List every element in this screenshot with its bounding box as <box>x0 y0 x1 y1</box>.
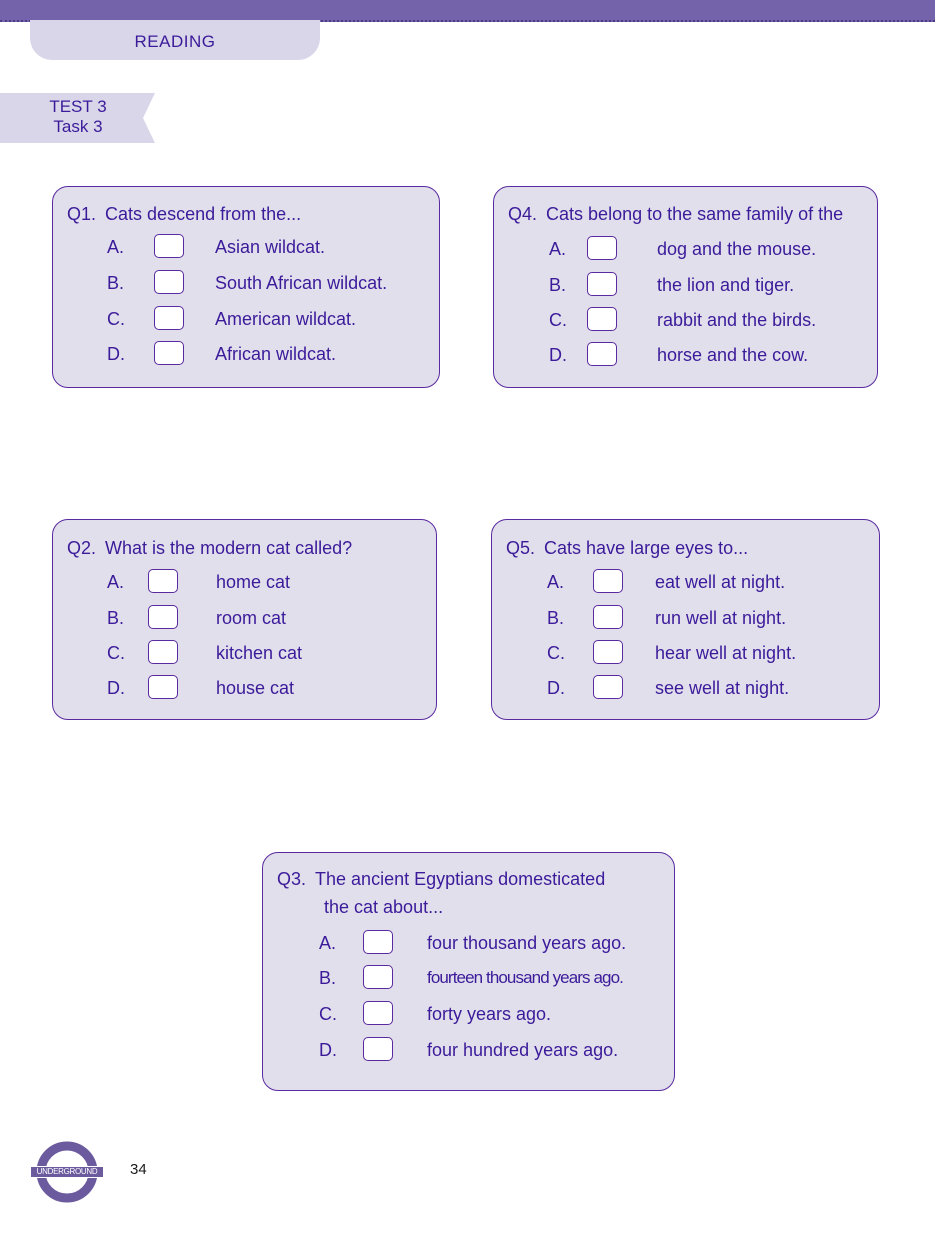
option-text: see well at night. <box>655 678 790 698</box>
answer-checkbox[interactable] <box>363 930 393 954</box>
question-prompt: Cats belong to the same family of the <box>546 204 844 224</box>
option-letter: D. <box>107 344 125 364</box>
option-letter: C. <box>319 1004 337 1024</box>
option-letter: A. <box>319 933 337 953</box>
section-label: READING <box>134 32 216 51</box>
test-flag <box>0 93 160 143</box>
option-text: fourteen thousand years ago. <box>427 968 623 987</box>
question-text <box>67 538 352 559</box>
task-label: Task 3 <box>53 117 103 136</box>
question-text <box>67 204 301 225</box>
answer-checkbox[interactable] <box>593 605 623 629</box>
option-text: forty years ago. <box>427 1004 552 1024</box>
answer-checkbox[interactable] <box>154 341 184 365</box>
option-letter: B. <box>107 273 125 293</box>
option-letter: D. <box>107 678 125 698</box>
option-text: eat well at night. <box>655 572 786 592</box>
option-text: kitchen cat <box>216 643 303 663</box>
option-text: dog and the mouse. <box>657 239 817 259</box>
option-letter: B. <box>319 968 337 988</box>
answer-checkbox[interactable] <box>154 234 184 258</box>
option-text: rabbit and the birds. <box>657 310 817 330</box>
option-letter: D. <box>547 678 565 698</box>
option-letter: C. <box>107 309 125 329</box>
option-letter: A. <box>107 572 125 592</box>
question-text <box>508 204 843 225</box>
answer-checkbox[interactable] <box>587 307 617 331</box>
answer-checkbox[interactable] <box>587 342 617 366</box>
option-text: run well at night. <box>655 608 787 628</box>
option-letter: A. <box>547 572 565 592</box>
underground-logo <box>30 1141 104 1203</box>
option-text: American wildcat. <box>215 309 357 329</box>
option-letter: D. <box>319 1040 337 1060</box>
question-text <box>277 869 605 890</box>
answer-checkbox[interactable] <box>148 569 178 593</box>
question-number: Q5. <box>506 538 536 558</box>
option-text: four hundred years ago. <box>427 1040 619 1060</box>
question-number: Q2. <box>67 538 97 558</box>
question-number: Q3. <box>277 869 307 889</box>
option-letter: A. <box>107 237 125 257</box>
question-prompt: The ancient Egyptians domesticated <box>315 869 606 889</box>
option-letter: A. <box>549 239 567 259</box>
answer-checkbox[interactable] <box>587 272 617 296</box>
page-number: 34 <box>130 1161 147 1178</box>
answer-checkbox[interactable] <box>363 1037 393 1061</box>
option-text: home cat <box>216 572 291 592</box>
section-tab <box>30 20 320 60</box>
answer-checkbox[interactable] <box>363 965 393 989</box>
option-text: South African wildcat. <box>215 273 388 293</box>
answer-checkbox[interactable] <box>593 569 623 593</box>
logo-text: UNDERGROUND <box>36 1167 98 1176</box>
test-label: TEST 3 <box>49 97 107 116</box>
option-text: house cat <box>216 678 295 698</box>
answer-checkbox[interactable] <box>593 640 623 664</box>
option-letter: B. <box>549 275 567 295</box>
question-box-q4 <box>493 186 878 388</box>
option-text: horse and the cow. <box>657 345 809 365</box>
option-letter: B. <box>107 608 125 628</box>
option-text: Asian wildcat. <box>215 237 326 257</box>
question-box-q5 <box>491 519 880 720</box>
question-box-q2 <box>52 519 437 720</box>
question-box-q3 <box>262 852 675 1091</box>
answer-checkbox[interactable] <box>148 675 178 699</box>
answer-checkbox[interactable] <box>148 640 178 664</box>
option-text: hear well at night. <box>655 643 797 663</box>
option-letter: C. <box>549 310 567 330</box>
answer-checkbox[interactable] <box>154 270 184 294</box>
answer-checkbox[interactable] <box>593 675 623 699</box>
option-letter: C. <box>107 643 125 663</box>
option-letter: B. <box>547 608 565 628</box>
question-prompt: Cats have large eyes to... <box>544 538 749 558</box>
question-prompt: Cats descend from the... <box>105 204 302 224</box>
answer-checkbox[interactable] <box>587 236 617 260</box>
answer-checkbox[interactable] <box>148 605 178 629</box>
answer-checkbox[interactable] <box>154 306 184 330</box>
option-text: African wildcat. <box>215 344 337 364</box>
question-prompt: What is the modern cat called? <box>105 538 353 558</box>
option-text: four thousand years ago. <box>427 933 627 953</box>
question-number: Q1. <box>67 204 97 224</box>
question-number: Q4. <box>508 204 538 224</box>
option-text: room cat <box>216 608 287 628</box>
question-text <box>506 538 748 559</box>
option-letter: C. <box>547 643 565 663</box>
top-band <box>0 0 935 22</box>
question-box-q1 <box>52 186 440 388</box>
option-letter: D. <box>549 345 567 365</box>
question-prompt-line2: the cat about... <box>324 897 444 917</box>
option-text: the lion and tiger. <box>657 275 795 295</box>
answer-checkbox[interactable] <box>363 1001 393 1025</box>
